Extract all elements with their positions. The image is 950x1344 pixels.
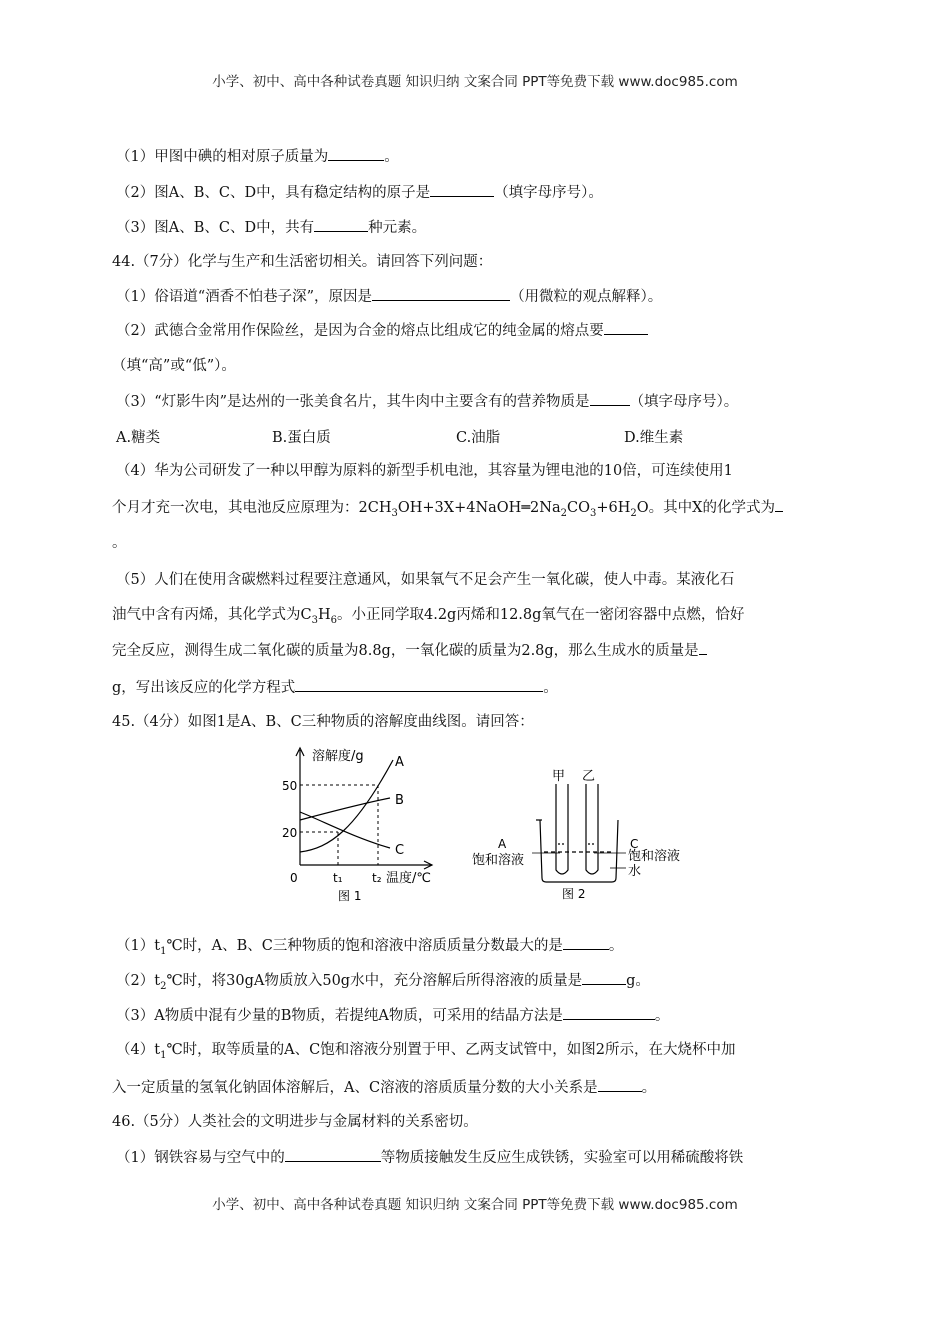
- solubility-figures: [270, 740, 690, 915]
- q44-part2: （2）武德合金常用作保险丝，是因为合金的熔点比组成它的纯金属的熔点要: [116, 320, 648, 341]
- label-a: A: [498, 837, 507, 851]
- right-solution-label: 饱和溶液: [628, 849, 681, 864]
- q44-title: 44.（7分）化学与生产和生活密切相关。请回答下列问题：: [112, 254, 493, 270]
- option-d: D.维生素: [624, 430, 684, 446]
- q44-part5: （5）人们在使用含碳燃料过程要注意通风，如果氧气不足会产生一氧化碳，使人中毒。某液化石: [116, 572, 735, 588]
- option-c: C.油脂: [456, 430, 501, 446]
- q44-part2-cont: （填“高”或“低”）。: [112, 358, 236, 374]
- q44-part3: （3）“灯影牛肉”是达州的一张美食名片，其牛肉中主要含有的营养物质是 （填字母序号）。: [116, 391, 738, 412]
- figure1-solubility-curve: [296, 748, 432, 869]
- y-axis-label: 溶解度/g: [312, 749, 364, 764]
- figure1-caption: 图 1: [338, 889, 362, 903]
- q44-part4: （4）华为公司研发了一种以甲醇为原料的新型手机电池，其容量为锂电池的10倍，可连续使用1: [116, 463, 733, 479]
- q43-part3: （3）图A、B、C、D中，共有 种元素。: [116, 217, 426, 238]
- tick-t1: t₁: [333, 871, 343, 885]
- tick-20: 20: [282, 826, 298, 840]
- q45-part3: （3）A物质中混有少量的B物质，若提纯A物质，可采用的结晶方法是 。: [116, 1005, 669, 1026]
- curve-a-label: A: [395, 755, 404, 770]
- q45-part2: $(2)t_2℃$时，将30gA物质放入50g水中，充分溶解后所得溶液的质量是 g。: [116, 970, 650, 997]
- q45-part4: $(4)t_1℃$时，取等质量的A、C饱和溶液分别置于甲、乙两支试管中，如图2所示，在大烧杯中加: [116, 1042, 736, 1061]
- tick-50: 50: [282, 779, 298, 793]
- page-header: 小学、初中、高中各种试卷真题 知识归纳 文案合同 PPT等免费下载 www.doc985.com: [212, 74, 738, 90]
- test-tube-yi: [586, 784, 598, 874]
- q45-part4-cont: 入一定质量的氢氧化钠固体溶解后，A、C溶液的溶质质量分数的大小关系是 。: [112, 1077, 656, 1098]
- left-solution-label: 饱和溶液: [472, 853, 525, 868]
- q44-part4-end: 。: [112, 535, 127, 551]
- origin-label: 0: [290, 871, 298, 885]
- curve-b: [300, 798, 390, 820]
- tick-t2: t₂: [372, 871, 382, 885]
- q45-title: 45.（4分）如图1是A、B、C三种物质的溶解度曲线图。请回答：: [112, 714, 534, 730]
- figure2-beaker: [532, 784, 626, 882]
- q43-part2: （2）图A、B、C、D中，具有稳定结构的原子是 （填字母序号）。: [116, 182, 603, 203]
- q44-part5-line2: 油气中含有丙烯，其化学式为$C_3H_6$。小正同学取4.2g丙烯和12.8g氧气在一密闭容器中点燃，恰好: [112, 607, 745, 626]
- page-footer: 小学、初中、高中各种试卷真题 知识归纳 文案合同 PPT等免费下载 www.doc985.com: [212, 1197, 738, 1213]
- q46-title: 46.（5分）人类社会的文明进步与金属材料的关系密切。: [112, 1114, 478, 1130]
- q44-part5-line3: 完全反应，测得生成二氧化碳的质量为8.8g，一氧化碳的质量为2.8g，那么生成水的质量是: [112, 640, 707, 661]
- curve-b-label: B: [395, 793, 404, 808]
- x-axis-label: 温度/℃: [386, 871, 431, 886]
- curve-c-label: C: [395, 843, 405, 858]
- tube-jia-label: 甲: [552, 769, 566, 784]
- q46-part1: （1）钢铁容易与空气中的 等物质接触发生反应生成铁锈，实验室可以用稀硫酸将铁: [116, 1147, 743, 1168]
- water-label: 水: [628, 864, 642, 879]
- option-a: A.糖类: [116, 430, 161, 446]
- tube-yi-label: 乙: [582, 769, 596, 784]
- figure2-caption: 图 2: [562, 887, 586, 901]
- q44-part1: （1）俗语道“酒香不怕巷子深”，原因是 （用微粒的观点解释）。: [116, 286, 662, 307]
- curve-a: [300, 760, 393, 852]
- q44-part4-equation: 个月才充一次电，其电池反应原理为：$2CH_3OH+3X+4NaOH═2Na_2CO_3+6H_2O$。其中X的化学式为: [112, 497, 783, 524]
- label-c: C: [630, 837, 639, 851]
- beaker-outline: [540, 820, 618, 882]
- q44-part5-line4: g，写出该反应的化学方程式 。: [112, 677, 558, 698]
- option-b: B.蛋白质: [272, 430, 331, 446]
- test-tube-jia: [556, 784, 568, 874]
- q43-part1: （1）甲图中碘的相对原子质量为 。: [116, 146, 399, 167]
- q45-part1: $(1)t_1℃$时，A、B、C三种物质的饱和溶液中溶质质量分数最大的是 。: [116, 935, 623, 962]
